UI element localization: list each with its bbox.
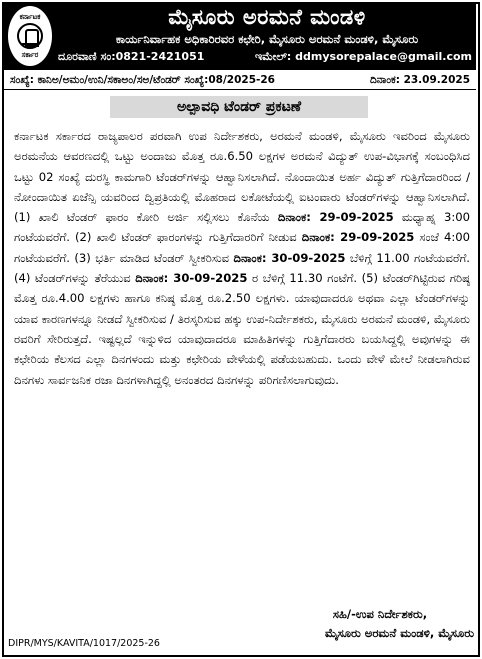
signatory-office: ಮೈಸೂರು ಅರಮನೆ ಮಂಡಳಿ, ಮೈಸೂರು	[324, 626, 474, 640]
deadline-date-4: ದಿನಾಂಕ: 30-09-2025	[135, 271, 248, 286]
body-part-1: ಕರ್ನಾಟಕ ಸರ್ಕಾರದ ರಾಜ್ಯಪಾಲರ ಪರವಾಗಿ ಉಪ ನಿರ್ದೇಶಕರು, ಅರಮನೆ ಮಂಡಳಿ, ಮೈಸೂರು ಇವರಿಂದ ಮೈಸೂರು ಅರಮನೆಯ ಆವರಣದಲ್ಲಿ ಒಟ್ಟು ಅಂದಾಜು ಮೊತ್ತ ರೂ.6.50 ಲಕ್ಷಗಳ ಅರಮನೆ ವಿದ್ಯುತ್ ಉಪ-ವಿಭಾಗಕ್ಕೆ ಸಂಬಂಧಿಸಿದ ಒಟ್ಟು 02 ಸಂಖ್ಯೆ ದುರಸ್ಥಿ ಕಾಮಗಾರಿ ಟೆಂಡರ್‌ಗಳನ್ನು ಆಹ್ವಾನಿಸಲಾಗಿದೆ. ನೊಂದಾಯಿತ ಅರ್ಹ ವಿದ್ಯುತ್ ಗುತ್ತಿಗೆದಾರರಿಂದ / ನೋಂದಾಯಿತ ಏಜೆನ್ಸಿ ಯವರಿಂದ ದ್ವಿಪ್ರತಿಯಲ್ಲಿ ಮೊಹರಾದ ಲಕೋಟೆಯಲ್ಲಿ ಐಟಂವಾರು ಟೆಂಡರ್‌ಗಳನ್ನು ಆಹ್ವಾನಿಸಲಾಗಿದೆ. (1) ಖಾಲಿ ಟೆಂಡರ್ ಫಾರಂ ಕೋರಿ ಅರ್ಜಿ ಸಲ್ಲಿಸಲು ಕೊನೆಯ	[14, 129, 470, 225]
emblem-bottom-text: ಸರ್ಕಾರ	[21, 51, 39, 59]
emblem-seal-icon	[17, 23, 43, 49]
deadline-date-1: ದಿನಾಂಕ: 29-09-2025	[277, 210, 394, 225]
contact-line	[58, 49, 476, 65]
emblem-top-text: ಕರ್ನಾಟಕ	[19, 13, 41, 21]
notice-title: ಅಲ್ಪಾವಧಿ ಟೆಂಡರ್ ಪ್ರಕಟಣೆ	[110, 96, 368, 118]
dipr-code: DIPR/MYS/KAVITA/1017/2025-26	[8, 638, 160, 649]
organization-title: ಮೈಸೂರು ಅರಮನೆ ಮಂಡಳಿ	[168, 5, 366, 29]
deadline-date-2: ದಿನಾಂಕ: 29-09-2025	[301, 230, 415, 245]
header-band	[2, 2, 476, 70]
reference-date: ದಿನಾಂಕ: 23.09.2025	[370, 74, 470, 86]
deadline-date-3: ದಿನಾಂಕ: 30-09-2025	[233, 250, 346, 265]
body-part-4: ಬೆಳಿಗ್ಗೆ 11.00 ಗಂಟೆಯವರೆಗೆ. (4) ಟೆಂಡರ್‌ಗಳನ್ನು ತೆರೆಯುವ	[14, 250, 470, 286]
signatory-title: ಸಹಿ/-ಉಪ ನಿರ್ದೇಶಕರು,	[332, 607, 428, 621]
body-part-5: ರ ಬೆಳಿಗ್ಗೆ 11.30 ಗಂಟೆಗೆ. (5) ಟೆಂಡರ್‌ಗಿಟ್ಟಿರುವ ಗರಿಷ್ಠ ಮೊತ್ತ ರೂ.4.00 ಲಕ್ಷಗಳು ಹಾಗೂ ಕನಿಷ್ಠ ಮೊತ್ತ ರೂ.2.50 ಲಕ್ಷಗಳು. ಯಾವುದಾದರೂ ಅಥವಾ ಎಲ್ಲಾ ಟೆಂಡರ್‌ಗಳನ್ನು ಯಾವ ಕಾರಣಗಳನ್ನೂ ನೀಡದೆ ಸ್ವೀಕರಿಸುವ / ತಿರಸ್ಕರಿಸುವ ಹಕ್ಕು ಉಪ-ನಿರ್ದೇಶಕರು, ಮೈಸೂರು ಅರಮನೆ ಮಂಡಳಿ, ಮೈಸೂರು ರವರಿಗೆ ಸೇರಿರುತ್ತದೆ. ಇಷ್ಟಲ್ಲದೆ ಇನ್ನುಳಿದ ಯಾವುದಾದರೂ ಮಾಹಿತಿಗಳನ್ನು ಗುತ್ತಿಗೆದಾರರು ಬಯಸಿದ್ದಲ್ಲಿ ಅವುಗಳನ್ನು ಈ ಕಛೇರಿಯ ಕೆಲಸದ ಎಲ್ಲಾ ದಿನಗಳಂದು ಮತ್ತು ಕಛೇರಿಯ ವೇಳೆಯಲ್ಲಿ ಪಡೆಯಬಹುದು. ಒಂದು ವೇಳೆ ಮೇಲೆ ನೀಡಲಾಗಿರುವ ದಿನಗಳು ಸಾರ್ವಜನಿಕ ರಜಾ ದಿನಗಳಾಗಿದ್ದಲ್ಲಿ ಅನಂತರದ ದಿನಗಳನ್ನು ಪರಿಗಣಿಸಲಾಗುವುದು.	[14, 271, 470, 387]
reference-line	[2, 72, 476, 90]
phone-number: ದೂರವಾಣಿ ಸಂ:0821-2421051	[58, 50, 205, 63]
email-address: ಇಮೇಲ್: ddmysorepalace@gmail.com	[255, 50, 472, 63]
body-part-2: ಮಧ್ಯಾಹ್ನ 3:00 ಗಂಟೆಯವರೆಗೆ. (2) ಖಾಲಿ ಟೆಂಡರ್ ಫಾರಂಗಳನ್ನು ಗುತ್ತಿಗೆದಾರರಿಗೆ ನೀಡುವ	[14, 210, 470, 245]
body-part-3: ಸಂಜೆ 4:00 ಗಂಟೆಯವರೆಗೆ. (3) ಭರ್ತಿ ಮಾಡಿದ ಟೆಂಡರ್ ಸ್ವೀಕರಿಸುವ	[14, 230, 470, 265]
office-subtitle: ಕಾರ್ಯನಿರ್ವಾಹಕ ಅಧಿಕಾರಿರವರ ಕಛೇರಿ, ಮೈಸೂರು ಅರಮನೆ ಮಂಡಳಿ, ಮೈಸೂರು	[115, 32, 419, 46]
reference-number: ಸಂಖ್ಯೆ: ಕಾನಿಅ/ಅಮಂ/ಉನಿ/ಸಕಾಅಂ/ಸಅ/ಟೆಂಡರ್ ಸಂಖ್ಯೆ:08/2025-26	[10, 74, 275, 86]
karnataka-government-emblem-icon	[8, 6, 52, 66]
notice-body	[14, 126, 470, 612]
